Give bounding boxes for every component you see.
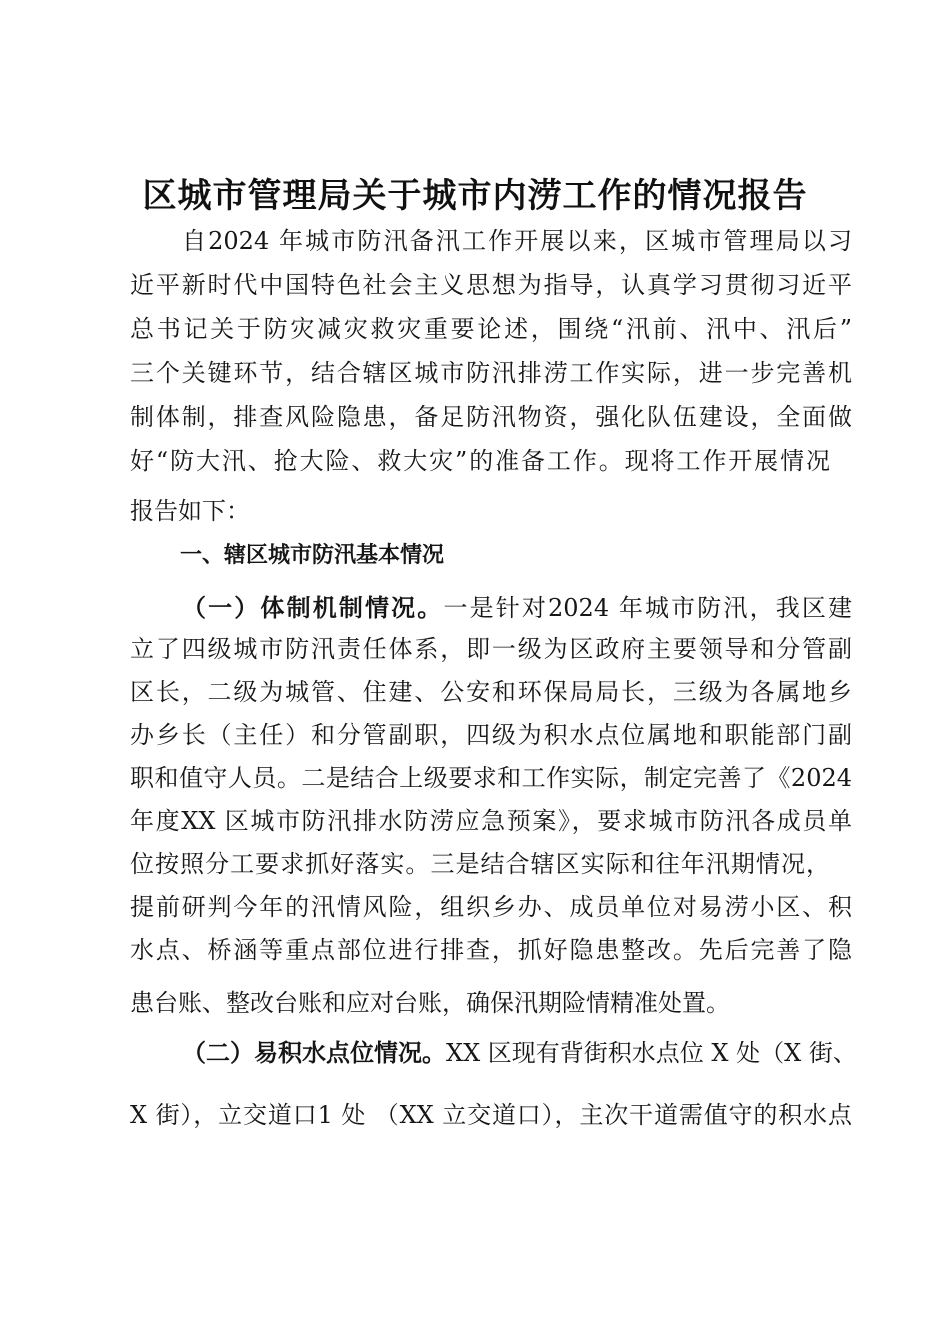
intro-line-4: 三个关键环节，结合辖区城市防汛排涝工作实际，进一步完善机 xyxy=(130,359,852,387)
section-heading-1: 一、辖区城市防汛基本情况 xyxy=(180,543,445,568)
sub2-first-line xyxy=(182,1038,857,1068)
sub1-line-9: 水点、桥涵等重点部位进行排查，抓好隐患整改。先后完善了隐 xyxy=(130,936,852,964)
document-title: 区城市管理局关于城市内涝工作的情况报告 xyxy=(142,176,808,216)
intro-line-3: 总书记关于防灾减灾救灾重要论述，围绕“汛前、汛中、汛后” xyxy=(130,315,852,343)
sub1-label: （一）体制机制情况。 xyxy=(182,594,444,622)
sub1-line-7: 位按照分工要求抓好落实。三是结合辖区实际和往年汛期情况， xyxy=(130,850,830,878)
intro-line-1: 自2024 年城市防汛备汛工作开展以来，区城市管理局以习 xyxy=(182,227,852,255)
intro-line-6: 好“防大汛、抢大险、救大灾”的准备工作。现将工作开展情况 xyxy=(130,447,830,475)
sub1-first-line xyxy=(182,593,852,623)
intro-line-5: 制体制，排查风险隐患，备足防汛物资，强化队伍建设，全面做 xyxy=(130,403,852,431)
intro-line-2: 近平新时代中国特色社会主义思想为指导，认真学习贯彻习近平 xyxy=(130,271,852,299)
sub2-label: （二）易积水点位情况。 xyxy=(182,1039,446,1067)
sub1-line-10: 患台账、整改台账和应对台账，确保汛期险情精准处置。 xyxy=(130,989,730,1017)
sub1-first-text: 一是针对2024 年城市防汛，我区建 xyxy=(443,594,852,622)
sub1-line-3: 区长，二级为城管、住建、公安和环保局局长，三级为各属地乡 xyxy=(130,678,852,706)
sub1-line-8: 提前研判今年的汛情风险，组织乡办、成员单位对易涝小区、积 xyxy=(130,893,852,921)
sub1-line-2: 立了四级城市防汛责任体系，即一级为区政府主要领导和分管副 xyxy=(130,635,852,663)
sub2-first-text: XX 区现有背街积水点位 X 处（X 街、 xyxy=(446,1039,857,1067)
sub1-line-5: 职和值守人员。二是结合上级要求和工作实际，制定完善了《2024 xyxy=(130,764,852,792)
sub2-line-2: X 街），立交道口1 处 （XX 立交道口），主次干道需值守的积水点 xyxy=(130,1101,852,1129)
sub1-line-4: 办乡长（主任）和分管副职，四级为积水点位属地和职能部门副 xyxy=(130,721,852,749)
sub1-line-6: 年度XX 区城市防汛排水防涝应急预案》，要求城市防汛各成员单 xyxy=(130,807,852,835)
intro-line-7: 报告如下： xyxy=(130,497,250,525)
